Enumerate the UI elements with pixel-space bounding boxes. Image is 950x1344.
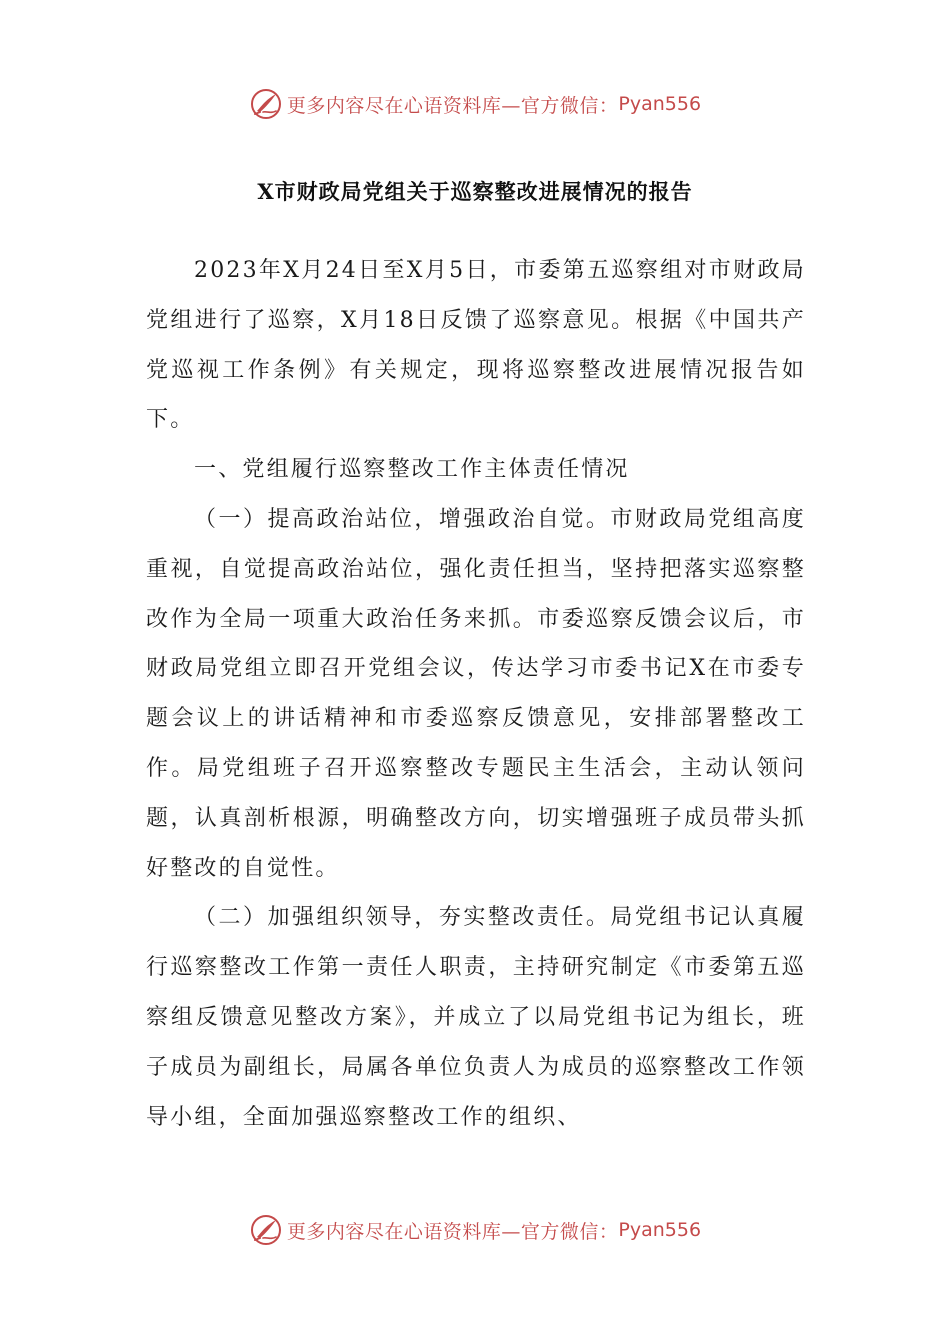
pen-circle-icon — [249, 1213, 283, 1247]
document-body — [146, 246, 806, 1142]
watermark-banner-top — [0, 82, 950, 126]
section-heading-1: 一、党组履行巡察整改工作主体责任情况 — [194, 457, 630, 483]
paragraph-intro: 2023年X月24日至X月5日，市委第五巡察组对市财政局党组进行了巡察，X月18日反馈了巡察意见。根据《中国共产党巡视工作条例》有关规定，现将巡察整改进展情况报告如下。 — [146, 258, 806, 433]
watermark-text: 更多内容尽在心语资料库—官方微信： — [286, 1220, 619, 1243]
watermark-wechat-id: Pyan556 — [618, 93, 702, 115]
watermark-text: 更多内容尽在心语资料库—官方微信： — [286, 94, 619, 117]
pen-circle-icon — [249, 87, 283, 121]
document-title: X市财政局党组关于巡察整改进展情况的报告 — [257, 179, 693, 204]
watermark-banner-bottom — [0, 1208, 950, 1252]
paragraph-section-1-1: （一）提高政治站位，增强政治自觉。市财政局党组高度重视，自觉提高政治站位，强化责任担当，坚持把落实巡察整改作为全局一项重大政治任务来抓。市委巡察反馈会议后，市财政局党组立即召开党组会议，传达学习市委书记X在市委专题会议上的讲话精神和市委巡察反馈意见，安排部署整改工作。局党组班子召开巡察整改专题民主生活会，主动认领问题，认真剖析根源，明确整改方向，切实增强班子成员带头抓好整改的自觉性。 — [146, 506, 806, 881]
paragraph-section-1-2: （二）加强组织领导，夯实整改责任。局党组书记认真履行巡察整改工作第一责任人职责，主持研究制定《市委第五巡察组反馈意见整改方案》，并成立了以局党组书记为组长，班子成员为副组长，局属各单位负责人为成员的巡察整改工作领导小组，全面加强巡察整改工作的组织、 — [146, 905, 806, 1130]
watermark-wechat-id: Pyan556 — [618, 1219, 702, 1241]
